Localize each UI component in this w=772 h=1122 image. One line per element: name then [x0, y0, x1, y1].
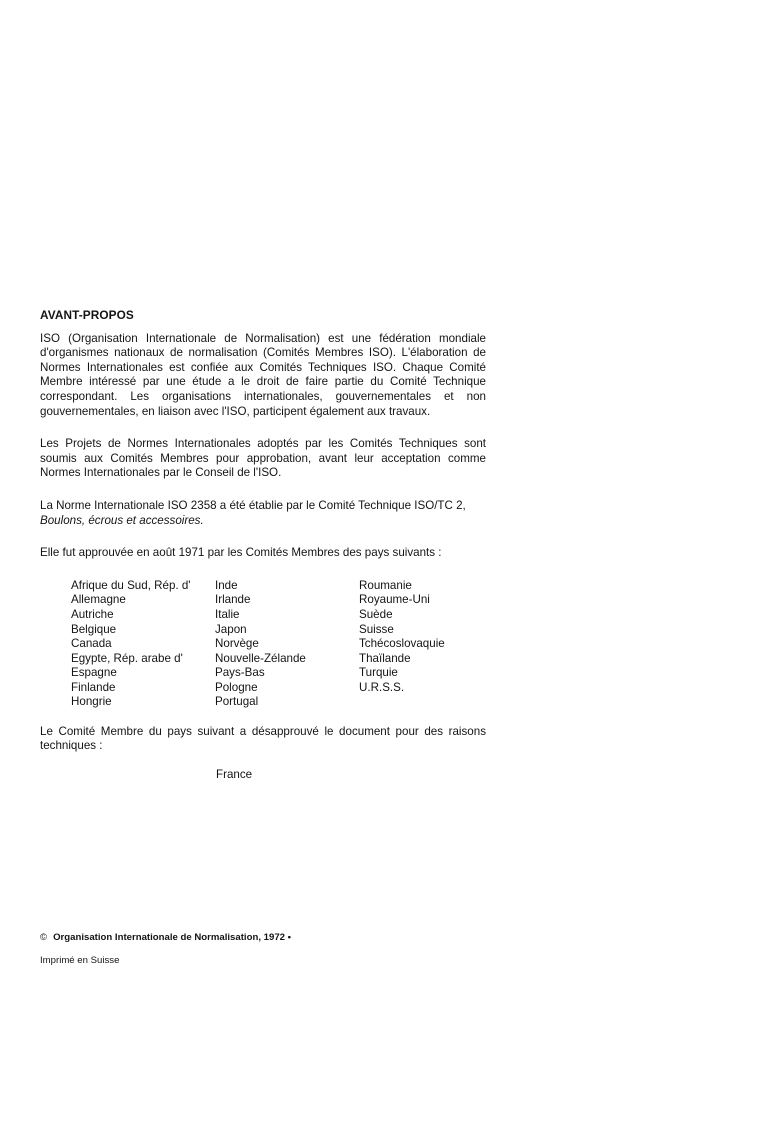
standard-origin-text: La Norme Internationale ISO 2358 a été établie par le Comité Technique ISO/TC 2, — [40, 498, 466, 512]
copyright-line — [40, 932, 486, 944]
country-name: Roumanie — [359, 578, 412, 592]
disapproving-country: France — [216, 767, 253, 781]
country-name: Nouvelle-Zélande — [215, 651, 306, 665]
printed-in: Imprimé en Suisse — [40, 955, 120, 966]
country-name: Pologne — [215, 680, 258, 694]
country-name: Italie — [215, 607, 240, 621]
country-name: Autriche — [71, 607, 114, 621]
country-name: Canada — [71, 637, 112, 651]
paragraph-iso-intro: ISO (Organisation Internationale de Normalisation) est une fédération mondiale d'organismes nationaux de normalisation (Comités Membres ISO). L'élaboration de Normes Internationales est confiée aux Comités Techniques ISO. Chaque Comité Membre intéressé par une étude a le droit de faire partie du Comité Technique correspondant. Les organisations internationales, gouvernementales et non gouvernementales, en liaison avec l'ISO, participent également aux travaux. — [40, 331, 486, 418]
country-name: Thaïlande — [359, 651, 411, 665]
section-heading: AVANT-PROPOS — [40, 308, 134, 322]
country-name: Royaume-Uni — [359, 593, 430, 607]
paragraph-draft-standards: Les Projets de Normes Internationales adoptés par les Comités Techniques sont soumis aux Comités Membres pour approbation, avant leur acceptation comme Normes Internationales par le Conseil de l'ISO. — [40, 437, 486, 480]
country-name: Suède — [359, 607, 393, 621]
country-name: Inde — [215, 578, 238, 592]
country-column-3 — [359, 579, 445, 696]
country-name: Espagne — [71, 666, 117, 680]
country-name: Afrique du Sud, Rép. d' — [71, 578, 191, 592]
copyright-symbol: © — [40, 932, 48, 943]
approving-countries-list — [40, 579, 486, 711]
page-footer — [40, 932, 486, 967]
country-name: Pays-Bas — [215, 666, 265, 680]
country-name: Irlande — [215, 593, 251, 607]
country-name: Egypte, Rép. arabe d' — [71, 651, 183, 665]
country-column-2 — [215, 579, 306, 710]
country-name: Japon — [215, 622, 247, 636]
country-name: Portugal — [215, 695, 259, 709]
paragraph-approval: Elle fut approuvée en août 1971 par les Comités Membres des pays suivants : — [40, 546, 442, 560]
country-name: Suisse — [359, 622, 394, 636]
country-name: Belgique — [71, 622, 117, 636]
country-column-1 — [71, 579, 191, 710]
country-name: Norvège — [215, 637, 259, 651]
country-name: Tchécoslovaquie — [359, 637, 445, 651]
committee-title: Boulons, écrous et accessoires. — [40, 513, 204, 527]
country-name: Hongrie — [71, 695, 112, 709]
document-body — [40, 308, 486, 783]
copyright-text: Organisation Internationale de Normalisation, 1972 • — [53, 932, 292, 943]
paragraph-standard-origin — [40, 499, 486, 528]
country-name: Finlande — [71, 680, 116, 694]
paragraph-disapproval: Le Comité Membre du pays suivant a désapprouvé le document pour des raisons techniques : — [40, 724, 486, 753]
country-name: U.R.S.S. — [359, 680, 405, 694]
country-name: Allemagne — [71, 593, 126, 607]
country-name: Turquie — [359, 666, 398, 680]
